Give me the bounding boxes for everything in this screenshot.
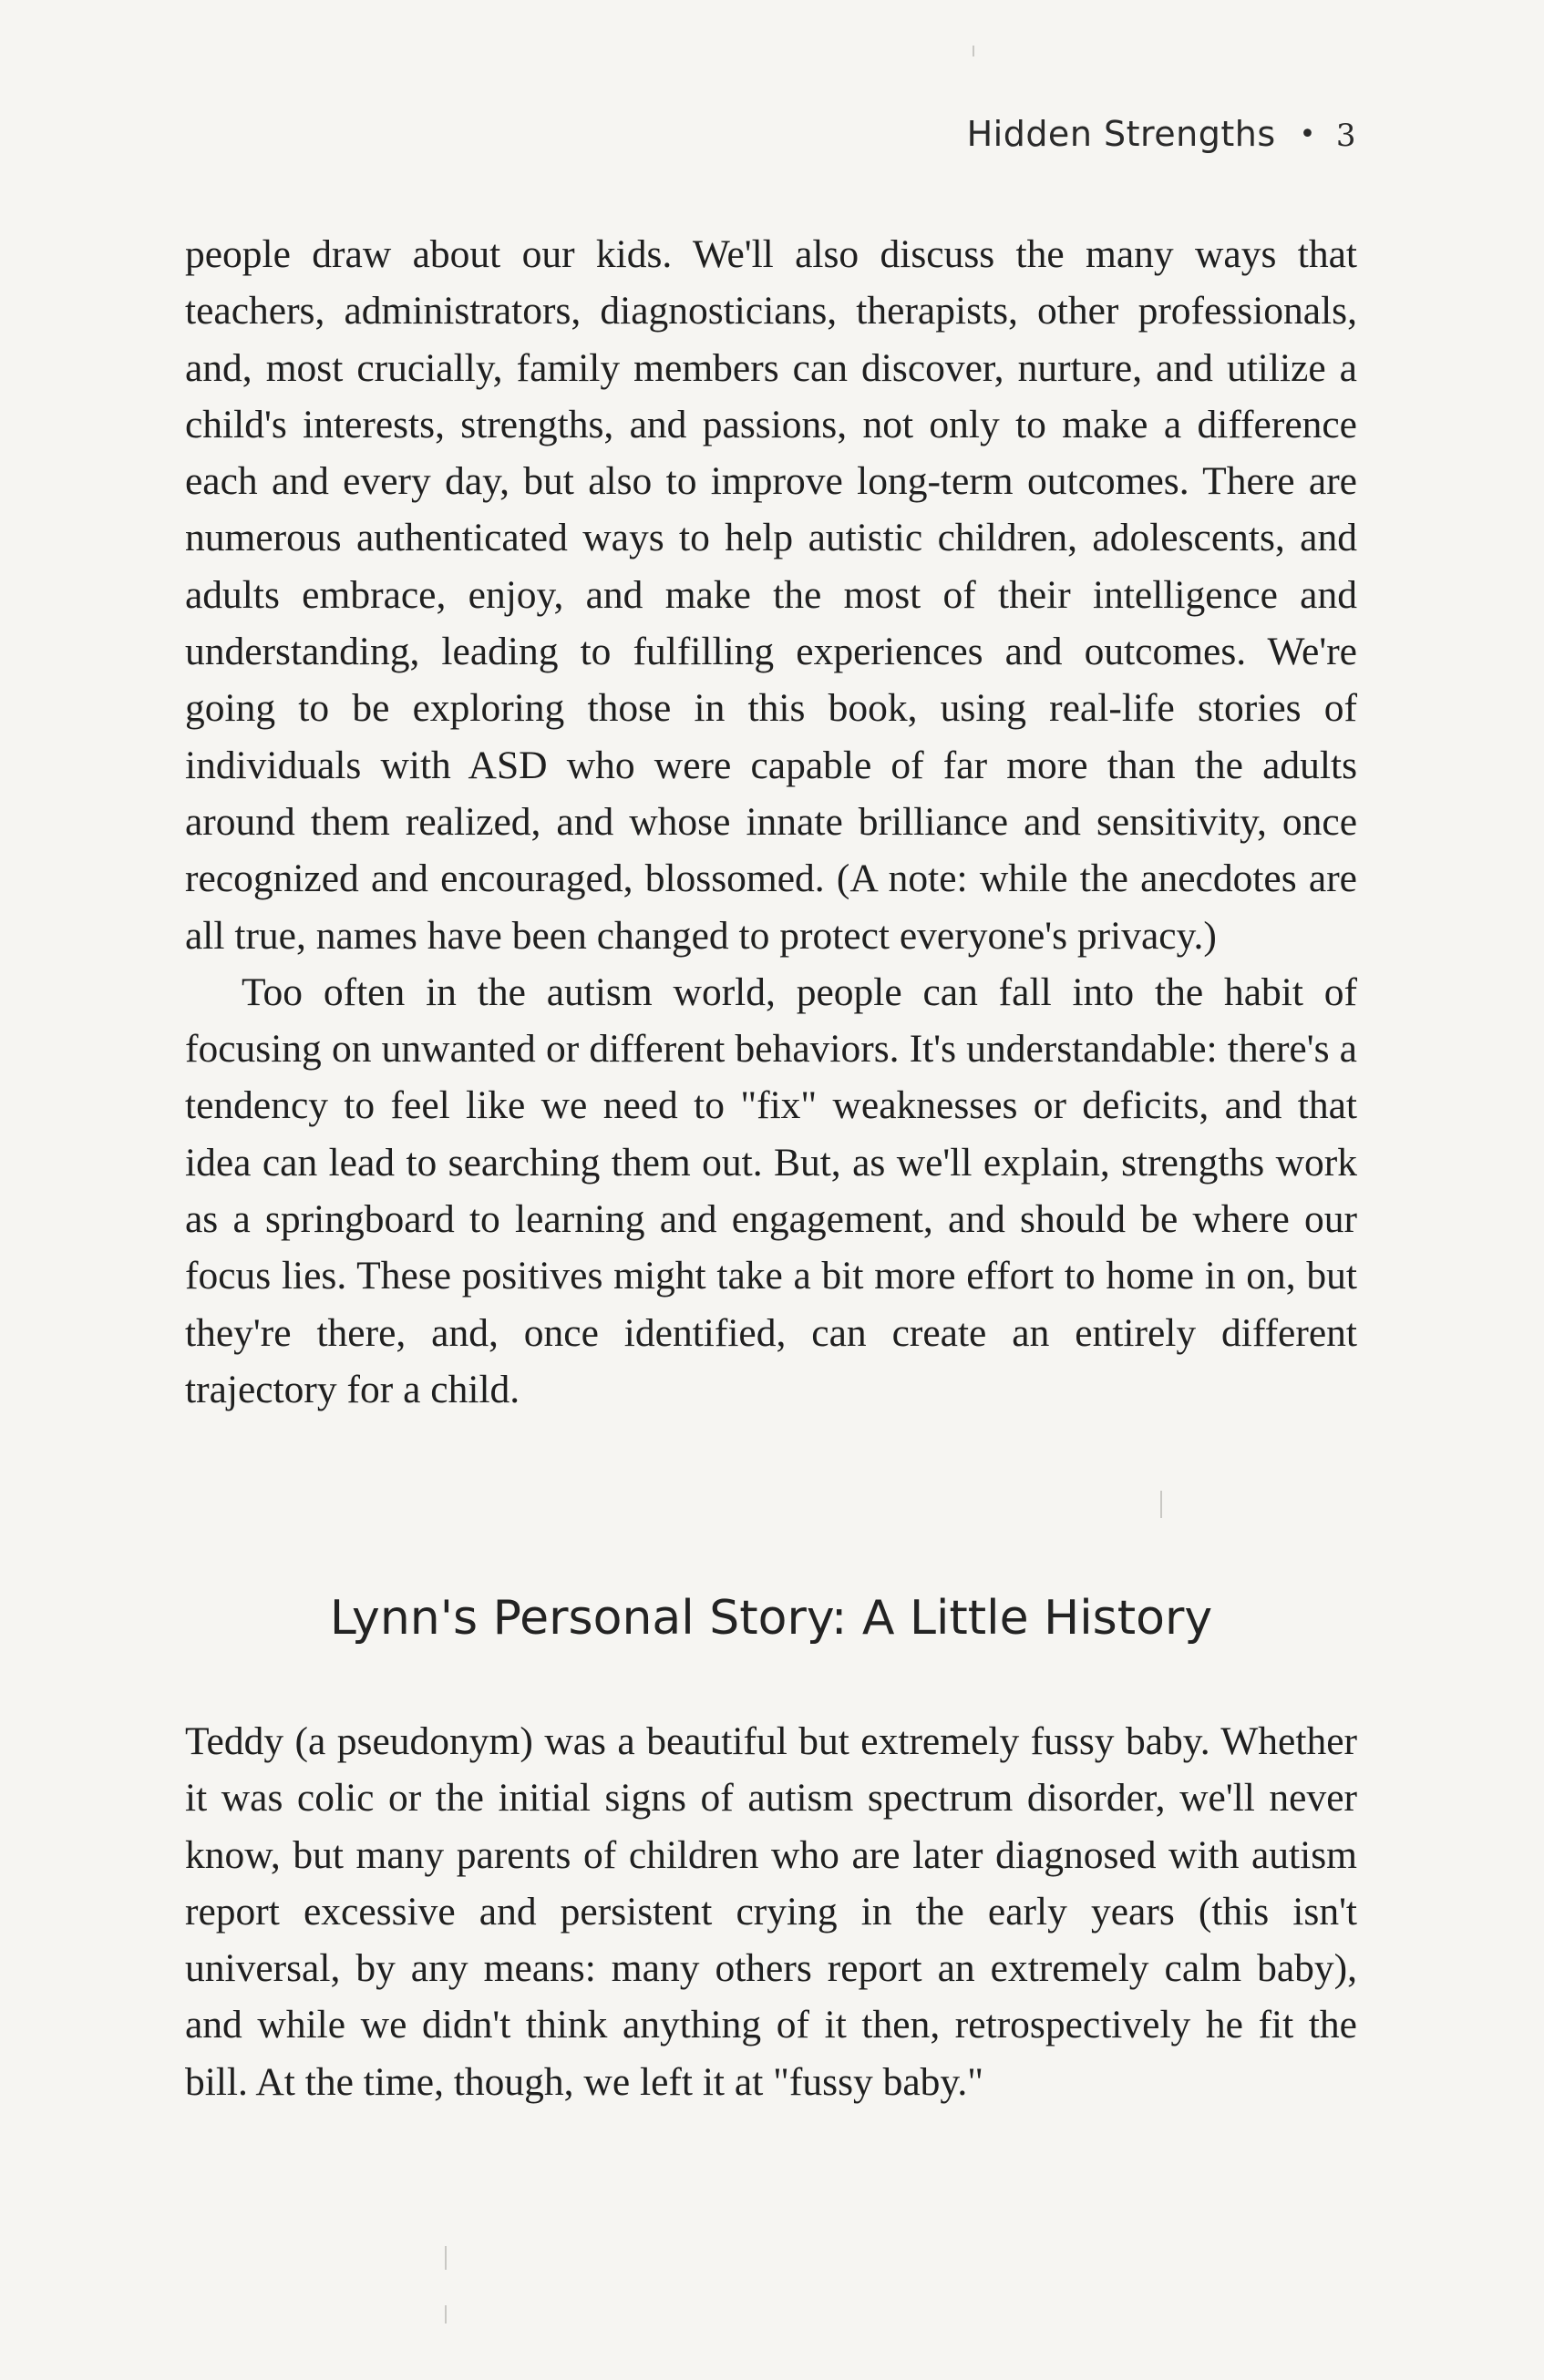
section-text <box>185 1713 1357 2110</box>
running-head-title: Hidden Strengths <box>966 114 1276 154</box>
body-paragraph-1: people draw about our kids. We'll also discuss the many ways that teachers, administrators, diagnosticians, therapists, other professionals, and, most crucially, family members can discover, nurture, and utilize a child's interests, strengths, and passions, not only to make a difference each and every day, but also to improve long-term outcomes. There are numerous authenticated ways to help autistic children, adolescents, and adults embrace, enjoy, and make the most of their intelligence and understanding, leading to fulfilling experiences and outcomes. We're going to be exploring those in this book, using real-life stories of individuals with ASD who were capable of far more than the adults around them realized, and whose innate brilliance and sensitivity, once recognized and encouraged, blossomed. (A note: while the anecdotes are all true, names have been changed to protect everyone's privacy.) <box>185 232 1357 958</box>
scan-speck <box>973 46 974 56</box>
running-head-separator: • <box>1299 118 1316 150</box>
body-text <box>185 226 1357 1418</box>
scan-speck <box>445 2305 447 2324</box>
scan-speck <box>445 2246 447 2270</box>
section-paragraph-1: Teddy (a pseudonym) was a beautiful but extremely fussy baby. Whether it was colic or the initial signs of autism spectrum disorder, we'll never know, but many parents of children who are later diagnosed with autism report excessive and persistent crying in the early years (this isn't universal, by any means: many others report an extremely calm baby), and while we didn't think anything of it then, retrospectively he fit the bill. At the time, though, we left it at "fussy baby." <box>185 1719 1357 2104</box>
page-number: 3 <box>1335 118 1356 154</box>
section-heading: Lynn's Personal Story: A Little History <box>329 1591 1213 1646</box>
body-paragraph-2: Too often in the autism world, people can fall into the habit of focusing on unwanted or different behaviors. It's understandable: there's a tendency to feel like we need to "fix" weaknesses or deficits, and that idea can lead to searching them out. But, as we'll explain, strengths work as a springboard to learning and engagement, and should be where our focus lies. These positives might take a bit more effort to home in on, but they're there, and, once identified, can create an entirely different trajectory for a child. <box>185 969 1357 1411</box>
running-head <box>967 114 1356 154</box>
scan-speck <box>1160 1491 1162 1518</box>
